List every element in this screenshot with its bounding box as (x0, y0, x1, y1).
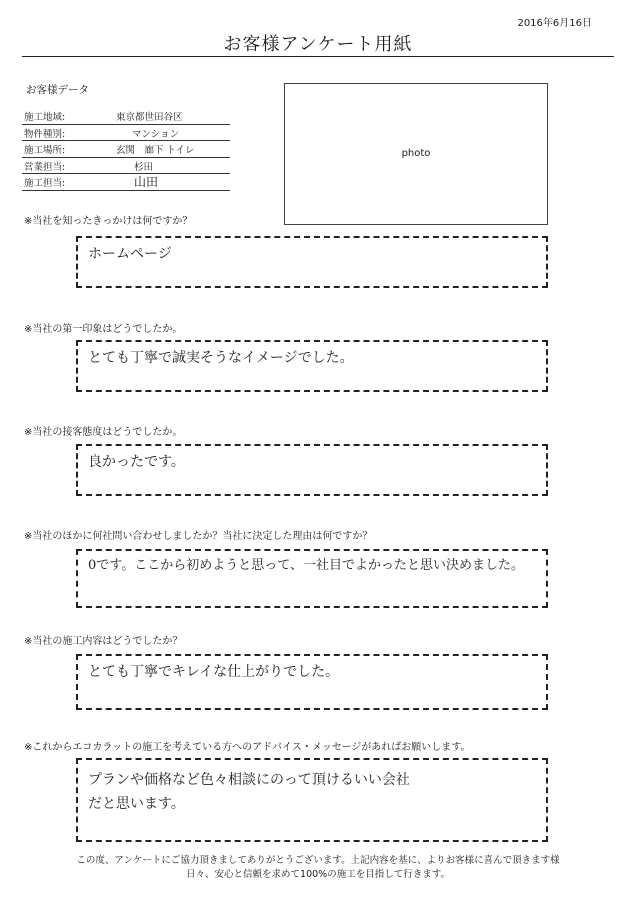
answer-box-3 (76, 444, 548, 496)
question-4: ※当社のほかに何社問い合わせしましたか？当社に決定した理由は何ですか？ (24, 531, 373, 542)
customer-row-area (22, 108, 230, 125)
customer-row-location (22, 141, 230, 158)
answer-line: プランや価格など色々相談にのって頂けるいい会社 (88, 772, 410, 788)
photo-placeholder (284, 83, 548, 225)
question-2: ※当社の第一印象はどうでしたか。 (24, 324, 183, 335)
customer-row-property-type (22, 125, 230, 142)
question-1: ※当社を知ったきっかけは何ですか？ (24, 216, 193, 227)
answer-line: とても丁寧でキレイな仕上がりでした。 (88, 664, 340, 680)
footer-message (0, 854, 636, 882)
customer-data-heading: お客様データ (26, 84, 89, 96)
customer-row-sales-rep (22, 158, 230, 175)
row-value: マンション (132, 128, 180, 140)
row-value-handwritten: 山田 (134, 175, 159, 189)
row-label: 施工地域: (24, 112, 66, 123)
answer-box-1 (76, 236, 548, 288)
answer-box-2 (76, 340, 548, 392)
row-value: 東京都世田谷区 (116, 112, 183, 123)
question-6: ※これからエコカラットの施工を考えている方へのアドバイス・メッセージがあればお願いします。 (24, 742, 471, 753)
answer-line: 0です。ここから初めようと思って、一社目でよかったと思い決めました。 (88, 558, 524, 573)
answer-line: 良かったです。 (88, 454, 185, 470)
question-3: ※当社の接客態度はどうでしたか。 (24, 427, 183, 438)
page-title: お客様アンケート用紙 (223, 34, 413, 55)
question-5: ※当社の施工内容はどうでしたか？ (24, 636, 183, 647)
footer-line-2: 日々、安心と信頼を求めて100%の施工を目指して行きます。 (186, 869, 450, 880)
answer-line: とても丁寧で誠実そうなイメージでした。 (88, 350, 354, 366)
row-value: 杉田 (134, 161, 154, 173)
answer-box-6 (76, 758, 548, 842)
row-label: 施工場所: (24, 145, 66, 156)
title-underline (22, 56, 614, 57)
customer-row-installer (22, 174, 230, 191)
answer-box-5 (76, 654, 548, 710)
photo-label: photo (401, 148, 431, 159)
answer-line: ホームページ (88, 246, 172, 262)
row-value: 玄関 廊下 トイレ (116, 145, 195, 156)
survey-date: 2016年6月16日 (517, 18, 592, 29)
answer-line: だと思います。 (88, 796, 185, 812)
footer-line-1: この度、アンケートにご協力頂きましてありがとうございます。上記内容を基に、よりお客様に喜んで頂きます様 (76, 855, 560, 866)
row-label: 物件種別: (24, 128, 66, 140)
customer-data-table (22, 108, 230, 191)
row-label: 施工担当: (24, 178, 66, 189)
answer-box-4 (76, 549, 548, 608)
row-label: 営業担当: (24, 161, 66, 173)
